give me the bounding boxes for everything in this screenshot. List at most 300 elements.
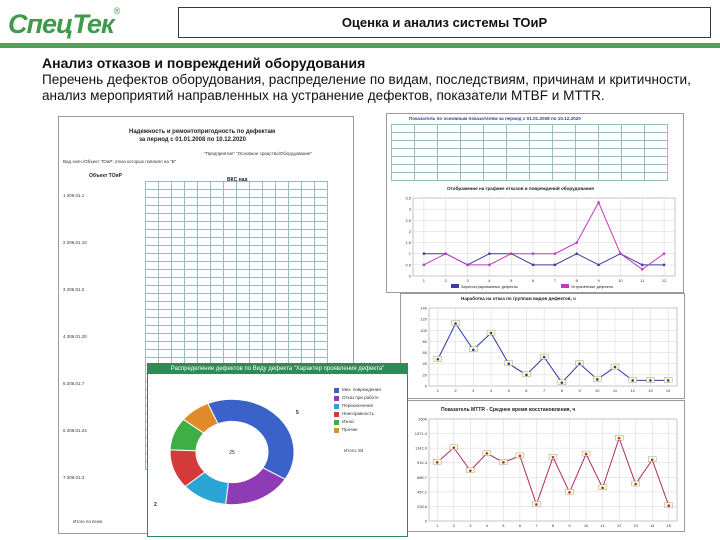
report-cell [224,262,237,270]
data-point [561,381,564,384]
x-tick-label: 3 [472,388,475,393]
summary-cell [622,141,645,149]
summary-cell [507,157,530,165]
x-tick-label: 2 [452,523,455,528]
report-cell [185,310,198,318]
data-point [631,379,634,382]
report-cell [263,198,276,206]
report-cell [237,246,250,254]
legend-label: Отказ при работе [342,395,379,400]
x-tick-label: 7 [535,523,538,528]
report-cell [224,270,237,278]
mttr-line-chart [403,415,683,531]
report-cell [224,342,237,350]
report-cell [315,190,328,198]
report-cell [198,230,211,238]
legend-label: Неисправность [342,411,374,416]
report-cell [185,318,198,326]
data-point [601,487,604,490]
summary-cell [645,149,668,157]
data-point [667,379,670,382]
report-cell [159,350,172,358]
report-cell [172,206,185,214]
y-tick-label: 120 [420,316,427,322]
report-cell [289,318,302,326]
report-cell [263,246,276,254]
data-point [453,446,456,449]
summary-cell [461,157,484,165]
report-cell [289,254,302,262]
report-cell [237,302,250,310]
report-cell [315,350,328,358]
report-cell [315,302,328,310]
legend-label: Прочие [342,427,358,432]
report-cell [211,262,224,270]
donut-legend-item [334,394,404,402]
report-cell [146,206,159,214]
report-cell [159,230,172,238]
summary-cell [530,165,553,173]
summary-cell [438,125,461,133]
y-tick-label: 0 [408,273,411,279]
x-tick-label: 5 [510,278,513,283]
data-point [437,358,440,361]
report-cell [237,334,250,342]
report-cell [302,230,315,238]
report-cell [224,198,237,206]
summary-cell [530,149,553,157]
y-tick-label: 0.5 [405,262,411,268]
report-cell [172,350,185,358]
legend-label: Мех. повреждения [342,387,381,392]
donut-legend-item [334,402,404,410]
report-cell [276,326,289,334]
report-cell [224,254,237,262]
report-cell [159,254,172,262]
donut-legend-item [334,410,404,418]
data-point [585,453,588,456]
report-cell [302,222,315,230]
report-cell [302,262,315,270]
x-tick-label: 6 [518,523,522,528]
data-point [454,322,457,325]
report-cell [211,246,224,254]
report-cell [315,222,328,230]
data-point [535,503,538,506]
summary-cell [645,165,668,173]
report-cell [263,326,276,334]
report-cell [250,334,263,342]
summary-cell [484,173,507,181]
report-cell [289,278,302,286]
report-cell [224,246,237,254]
report-cell [289,190,302,198]
y-tick-label: 100 [420,327,427,333]
report-object-item[interactable]: 5 206.01.7 [63,381,85,386]
report-cell [263,262,276,270]
y-tick-label: 60 [422,350,427,356]
report-cell [198,214,211,222]
mtbf-title: Наработка на отказ по группам видов дефектов, ч [461,296,576,301]
report-cell [185,262,198,270]
report-cell [250,206,263,214]
report-title-1: Надежность и ремонтопригодность по дефектам [129,129,276,135]
report-cell [250,294,263,302]
report-cell [263,350,276,358]
report-cell [250,318,263,326]
report-cell [250,246,263,254]
data-point [502,461,505,464]
data-point [488,252,491,255]
report-cell [237,326,250,334]
summary-cell [622,125,645,133]
report-cell [146,302,159,310]
report-cell [224,318,237,326]
summary-cell [553,173,576,181]
report-cell [172,246,185,254]
report-cell [289,230,302,238]
report-cell [263,302,276,310]
report-cell [159,214,172,222]
report-cell [146,254,159,262]
summary-cell [507,165,530,173]
legend-swatch [451,284,459,288]
report-cell [172,190,185,198]
x-tick-label: 12 [661,278,667,283]
report-cell [276,286,289,294]
report-cell [159,326,172,334]
report-cell [159,238,172,246]
data-point [532,252,535,255]
report-cell [198,294,211,302]
report-subtitle: "Предприятие" "Основное средство/Оборудование" [204,151,313,156]
report-cell [198,222,211,230]
x-tick-label: 1 [436,388,439,393]
report-cell [211,326,224,334]
summary-cell [645,125,668,133]
report-cell [185,222,198,230]
report-cell [172,342,185,350]
y-tick-label: 20 [422,372,427,378]
x-tick-label: 2 [454,388,457,393]
report-cell [250,286,263,294]
y-tick-label: 1371.4 [414,431,427,437]
report-cell [263,190,276,198]
report-cell [289,326,302,334]
summary-cell [438,173,461,181]
report-cell [250,342,263,350]
data-point [423,264,426,267]
logo-text: СпецТек [8,9,114,39]
x-tick-label: 10 [618,278,623,283]
report-cell [198,262,211,270]
data-point [488,264,491,267]
y-tick-label: 457.1 [416,489,427,495]
report-cell [159,190,172,198]
report-cell [146,342,159,350]
report-cell [237,238,250,246]
report-cell [237,294,250,302]
summary-cell [392,149,415,157]
report-title-2: за период с 01.01.2008 по 10.12.2020 [139,137,246,143]
summary-cell [622,165,645,173]
donut-chart-panel [147,363,408,537]
report-cell [146,214,159,222]
report-cell [185,350,198,358]
x-tick-label: 14 [649,523,655,528]
report-cell [146,230,159,238]
report-cell [185,326,198,334]
report-cell [276,222,289,230]
summary-cell [461,173,484,181]
report-cell [315,254,328,262]
report-cell [185,182,198,190]
report-cell [263,214,276,222]
report-cell [172,238,185,246]
summary-cell [576,133,599,141]
summary-table [391,124,668,181]
report-cell [237,318,250,326]
donut-center-label: 25 [229,450,235,456]
x-tick-label: 13 [648,388,653,393]
report-cell [159,310,172,318]
report-cell [263,238,276,246]
report-cell [198,206,211,214]
report-cell [250,190,263,198]
report-cell [276,318,289,326]
y-tick-label: 3 [408,206,411,212]
report-cell [198,286,211,294]
report-cell [211,222,224,230]
report-object-item[interactable]: 1 206.01.1 [63,193,85,198]
report-cell [276,238,289,246]
report-cell [146,270,159,278]
report-cell [289,238,302,246]
report-cell [315,206,328,214]
report-cell [237,222,250,230]
data-point [554,252,557,255]
report-cell [146,190,159,198]
data-point [597,201,600,204]
data-point [554,264,557,267]
report-cell [315,334,328,342]
report-cell [211,254,224,262]
report-cell [237,350,250,358]
defects-line-chart [391,194,681,292]
summary-title: Показатель по основным показателям за период с 01.01.2008 по 10.12.2020 [409,116,581,121]
report-cell [302,198,315,206]
x-tick-label: 7 [553,278,557,283]
data-point [552,456,555,459]
report-cell [159,302,172,310]
report-cell [250,310,263,318]
report-cell [172,214,185,222]
summary-cell [438,165,461,173]
report-cell [211,230,224,238]
report-object-item[interactable]: 6 206.01.24 [63,428,87,433]
x-tick-label: 3 [466,278,469,283]
summary-cell [645,173,668,181]
report-cell [302,326,315,334]
data-point [532,264,535,267]
report-cell [315,326,328,334]
report-cell [302,270,315,278]
report-cell [237,214,250,222]
report-cell [263,342,276,350]
report-object-item[interactable]: 4 206.01.20 [63,334,87,339]
data-point [663,252,666,255]
report-cell [146,350,159,358]
summary-cell [576,157,599,165]
summary-cell [553,125,576,133]
mtbf-line-chart [403,304,683,398]
report-cell [172,262,185,270]
x-tick-label: 7 [543,388,546,393]
x-tick-label: 4 [488,278,491,283]
report-cell [302,286,315,294]
report-cell [146,318,159,326]
summary-cell [415,125,438,133]
summary-cell [507,173,530,181]
report-cell [172,310,185,318]
y-tick-label: 1 [408,251,411,257]
report-cell [276,246,289,254]
x-tick-label: 8 [575,278,578,283]
x-tick-label: 5 [507,388,510,393]
report-cell [263,278,276,286]
report-cell [315,246,328,254]
report-cell [237,206,250,214]
report-cell [302,190,315,198]
x-tick-label: 6 [525,388,528,393]
x-tick-label: 13 [633,523,638,528]
report-cell [211,238,224,246]
report-cell [250,182,263,190]
summary-cell [507,133,530,141]
report-cell [211,182,224,190]
report-cell [302,206,315,214]
report-cell [263,254,276,262]
summary-chart-panel [386,113,684,293]
summary-cell [599,165,622,173]
report-cell [302,182,315,190]
report-cell [276,206,289,214]
report-cell [146,278,159,286]
summary-cell [392,133,415,141]
report-cell [159,246,172,254]
report-cell [172,222,185,230]
data-point [575,252,578,255]
report-cell [263,230,276,238]
report-cell [172,286,185,294]
summary-cell [392,125,415,133]
report-cell [224,222,237,230]
report-cell [289,222,302,230]
defects-chart-title: Отображение на графике отказов и повреждений оборудования [447,186,594,191]
y-tick-label: 228.6 [416,503,427,509]
header-divider [0,43,720,48]
summary-cell [392,141,415,149]
data-point [667,504,670,507]
report-cell [159,318,172,326]
summary-cell [645,133,668,141]
data-point [578,362,581,365]
report-object-item[interactable]: 3 206.01.2 [63,287,85,292]
report-cell [146,246,159,254]
report-cell [224,278,237,286]
data-point [614,366,617,369]
report-cell [237,254,250,262]
report-object-item[interactable]: 2 206.01.10 [63,240,87,245]
report-cell [315,270,328,278]
report-cell [159,342,172,350]
donut-legend-item [334,386,404,394]
report-cell [198,350,211,358]
report-cell [224,214,237,222]
y-tick-label: 1142.9 [415,445,427,451]
summary-cell [484,125,507,133]
report-cell [146,286,159,294]
report-cell [198,270,211,278]
report-cell [289,198,302,206]
report-cell [198,190,211,198]
report-cell [224,302,237,310]
report-cell [172,270,185,278]
legend-swatch [334,404,339,409]
report-cell [159,286,172,294]
report-cell [146,182,159,190]
x-tick-label: 5 [502,523,505,528]
report-cell [198,246,211,254]
report-cell [302,238,315,246]
report-cell [250,214,263,222]
report-cell [159,222,172,230]
report-cell [250,254,263,262]
report-cell [211,342,224,350]
summary-grid [391,124,668,181]
page-title: Оценка и анализ системы ТОиР [178,7,711,38]
report-cell [146,294,159,302]
x-tick-label: 12 [616,523,622,528]
report-cell [185,342,198,350]
data-point [436,461,439,464]
report-cell [289,214,302,222]
report-cell [237,198,250,206]
report-cell [146,326,159,334]
report-cell [237,262,250,270]
report-footer: Итого по всем [73,519,103,524]
mttr-chart-panel [400,400,685,532]
y-tick-label: 914.3 [416,460,427,466]
legend-swatch [334,420,339,425]
summary-cell [622,173,645,181]
x-tick-label: 10 [595,388,600,393]
summary-cell [645,141,668,149]
report-cell [302,342,315,350]
report-cell [224,294,237,302]
report-cell [211,294,224,302]
x-tick-label: 6 [531,278,535,283]
legend-swatch [334,396,339,401]
report-cell [289,206,302,214]
data-point [663,264,666,267]
report-cell [224,286,237,294]
report-cell [198,182,211,190]
report-cell [289,286,302,294]
data-point [651,459,654,462]
legend-label: Устранённые дефекты [571,284,614,289]
report-object-item[interactable]: 7 206.01.3 [63,475,85,480]
